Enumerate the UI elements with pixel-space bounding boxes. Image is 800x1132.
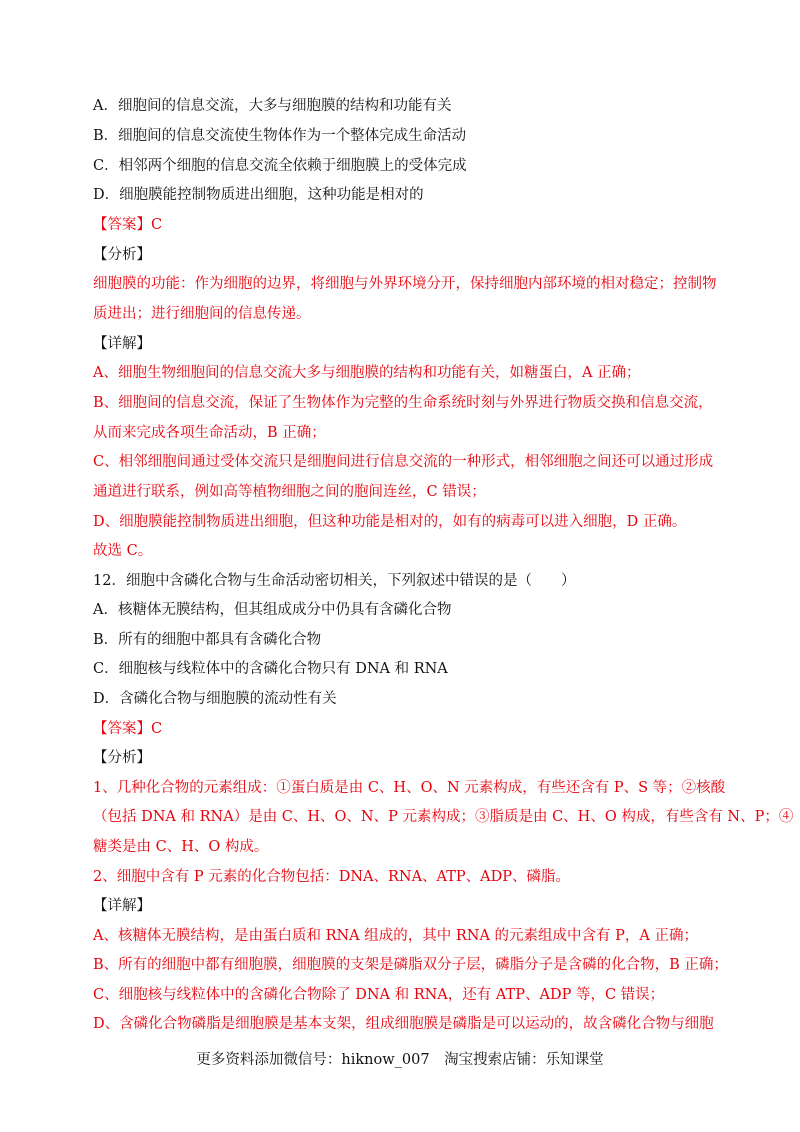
q12-analysis-line: 糖类是由 C、H、O 构成。	[93, 839, 269, 855]
page-footer: 更多资料添加微信号：hiknow_007 淘宝搜索店铺：乐知课堂	[196, 1052, 604, 1068]
q12-option-d: D．含磷化合物与细胞膜的流动性有关	[93, 691, 337, 707]
q11-analysis-line: 质进出；进行细胞间的信息传递。	[93, 306, 311, 322]
q12-option-c: C．细胞核与线粒体中的含磷化合物只有 DNA 和 RNA	[93, 661, 448, 677]
q12-answer: 【答案】C	[93, 721, 163, 737]
q11-analysis-line: 细胞膜的功能：作为细胞的边界，将细胞与外界环境分开，保持细胞内部环境的相对稳定；控制物	[93, 276, 717, 292]
q11-detail-line: 通道进行联系，例如高等植物细胞之间的胞间连丝，C 错误；	[93, 484, 486, 500]
q12-analysis-title: 【分析】	[93, 750, 151, 766]
q12-detail-line: A、核糖体无膜结构，是由蛋白质和 RNA 组成的，其中 RNA 的元素组成中含有 P，A 正确；	[93, 928, 699, 944]
q12-detail-line: D、含磷化合物磷脂是细胞膜是基本支架，组成细胞膜是磷脂是可以运动的，故含磷化合物与细胞	[93, 1016, 714, 1032]
q11-option-d: D．细胞膜能控制物质进出细胞，这种功能是相对的	[93, 187, 424, 203]
q11-analysis-title: 【分析】	[93, 247, 151, 263]
q11-detail-title: 【详解】	[93, 336, 151, 352]
q12-analysis-line: 1、几种化合物的元素组成：①蛋白质是由 C、H、O、N 元素构成，有些还含有 P、S 等；②核酸	[93, 780, 726, 796]
q12-option-b: B．所有的细胞中都具有含磷化合物	[93, 632, 322, 648]
q11-detail-line: B、细胞间的信息交流，保证了生物体作为完整的生命系统时刻与外界进行物质交换和信息交流，	[93, 395, 713, 411]
q12-option-a: A．核糖体无膜结构，但其组成成分中仍具有含磷化合物	[93, 602, 452, 618]
q11-option-b: B．细胞间的信息交流使生物体作为一个整体完成生命活动	[93, 128, 467, 144]
q11-option-a: A．细胞间的信息交流，大多与细胞膜的结构和功能有关	[93, 98, 452, 114]
q12-analysis-line: 2、细胞中含有 P 元素的化合物包括：DNA、RNA、ATP、ADP、磷脂。	[93, 869, 571, 885]
q12-detail-title: 【详解】	[93, 898, 151, 914]
q11-detail-line: A、细胞生物细胞间的信息交流大多与细胞膜的结构和功能有关，如糖蛋白，A 正确；	[93, 365, 641, 381]
q12-stem: 12．细胞中含磷化合物与生命活动密切相关，下列叙述中错误的是（ ）	[93, 573, 576, 589]
q11-option-c: C．相邻两个细胞的信息交流全依赖于细胞膜上的受体完成	[93, 158, 467, 174]
q11-detail-line: C、相邻细胞间通过受体交流只是细胞间进行信息交流的一种形式，相邻细胞之间还可以通过形成	[93, 454, 714, 470]
q11-answer: 【答案】C	[93, 217, 163, 233]
q12-detail-line: B、所有的细胞中都有细胞膜，细胞膜的支架是磷脂双分子层，磷脂分子是含磷的化合物，B 正确；	[93, 957, 728, 973]
q11-detail-line: D、细胞膜能控制物质进出细胞，但这种功能是相对的，如有的病毒可以进入细胞，D 正确。	[93, 514, 687, 530]
q11-conclusion: 故选 C。	[93, 543, 153, 559]
q12-analysis-line: （包括 DNA 和 RNA）是由 C、H、O、N、P 元素构成；③脂质是由 C、H、O 构成，有些含有 N、P；④	[93, 809, 794, 825]
q11-detail-line: 从而来完成各项生命活动，B 正确；	[93, 425, 326, 441]
q12-detail-line: C、细胞核与线粒体中的含磷化合物除了 DNA 和 RNA，还有 ATP、ADP 等，C 错误；	[93, 987, 665, 1003]
